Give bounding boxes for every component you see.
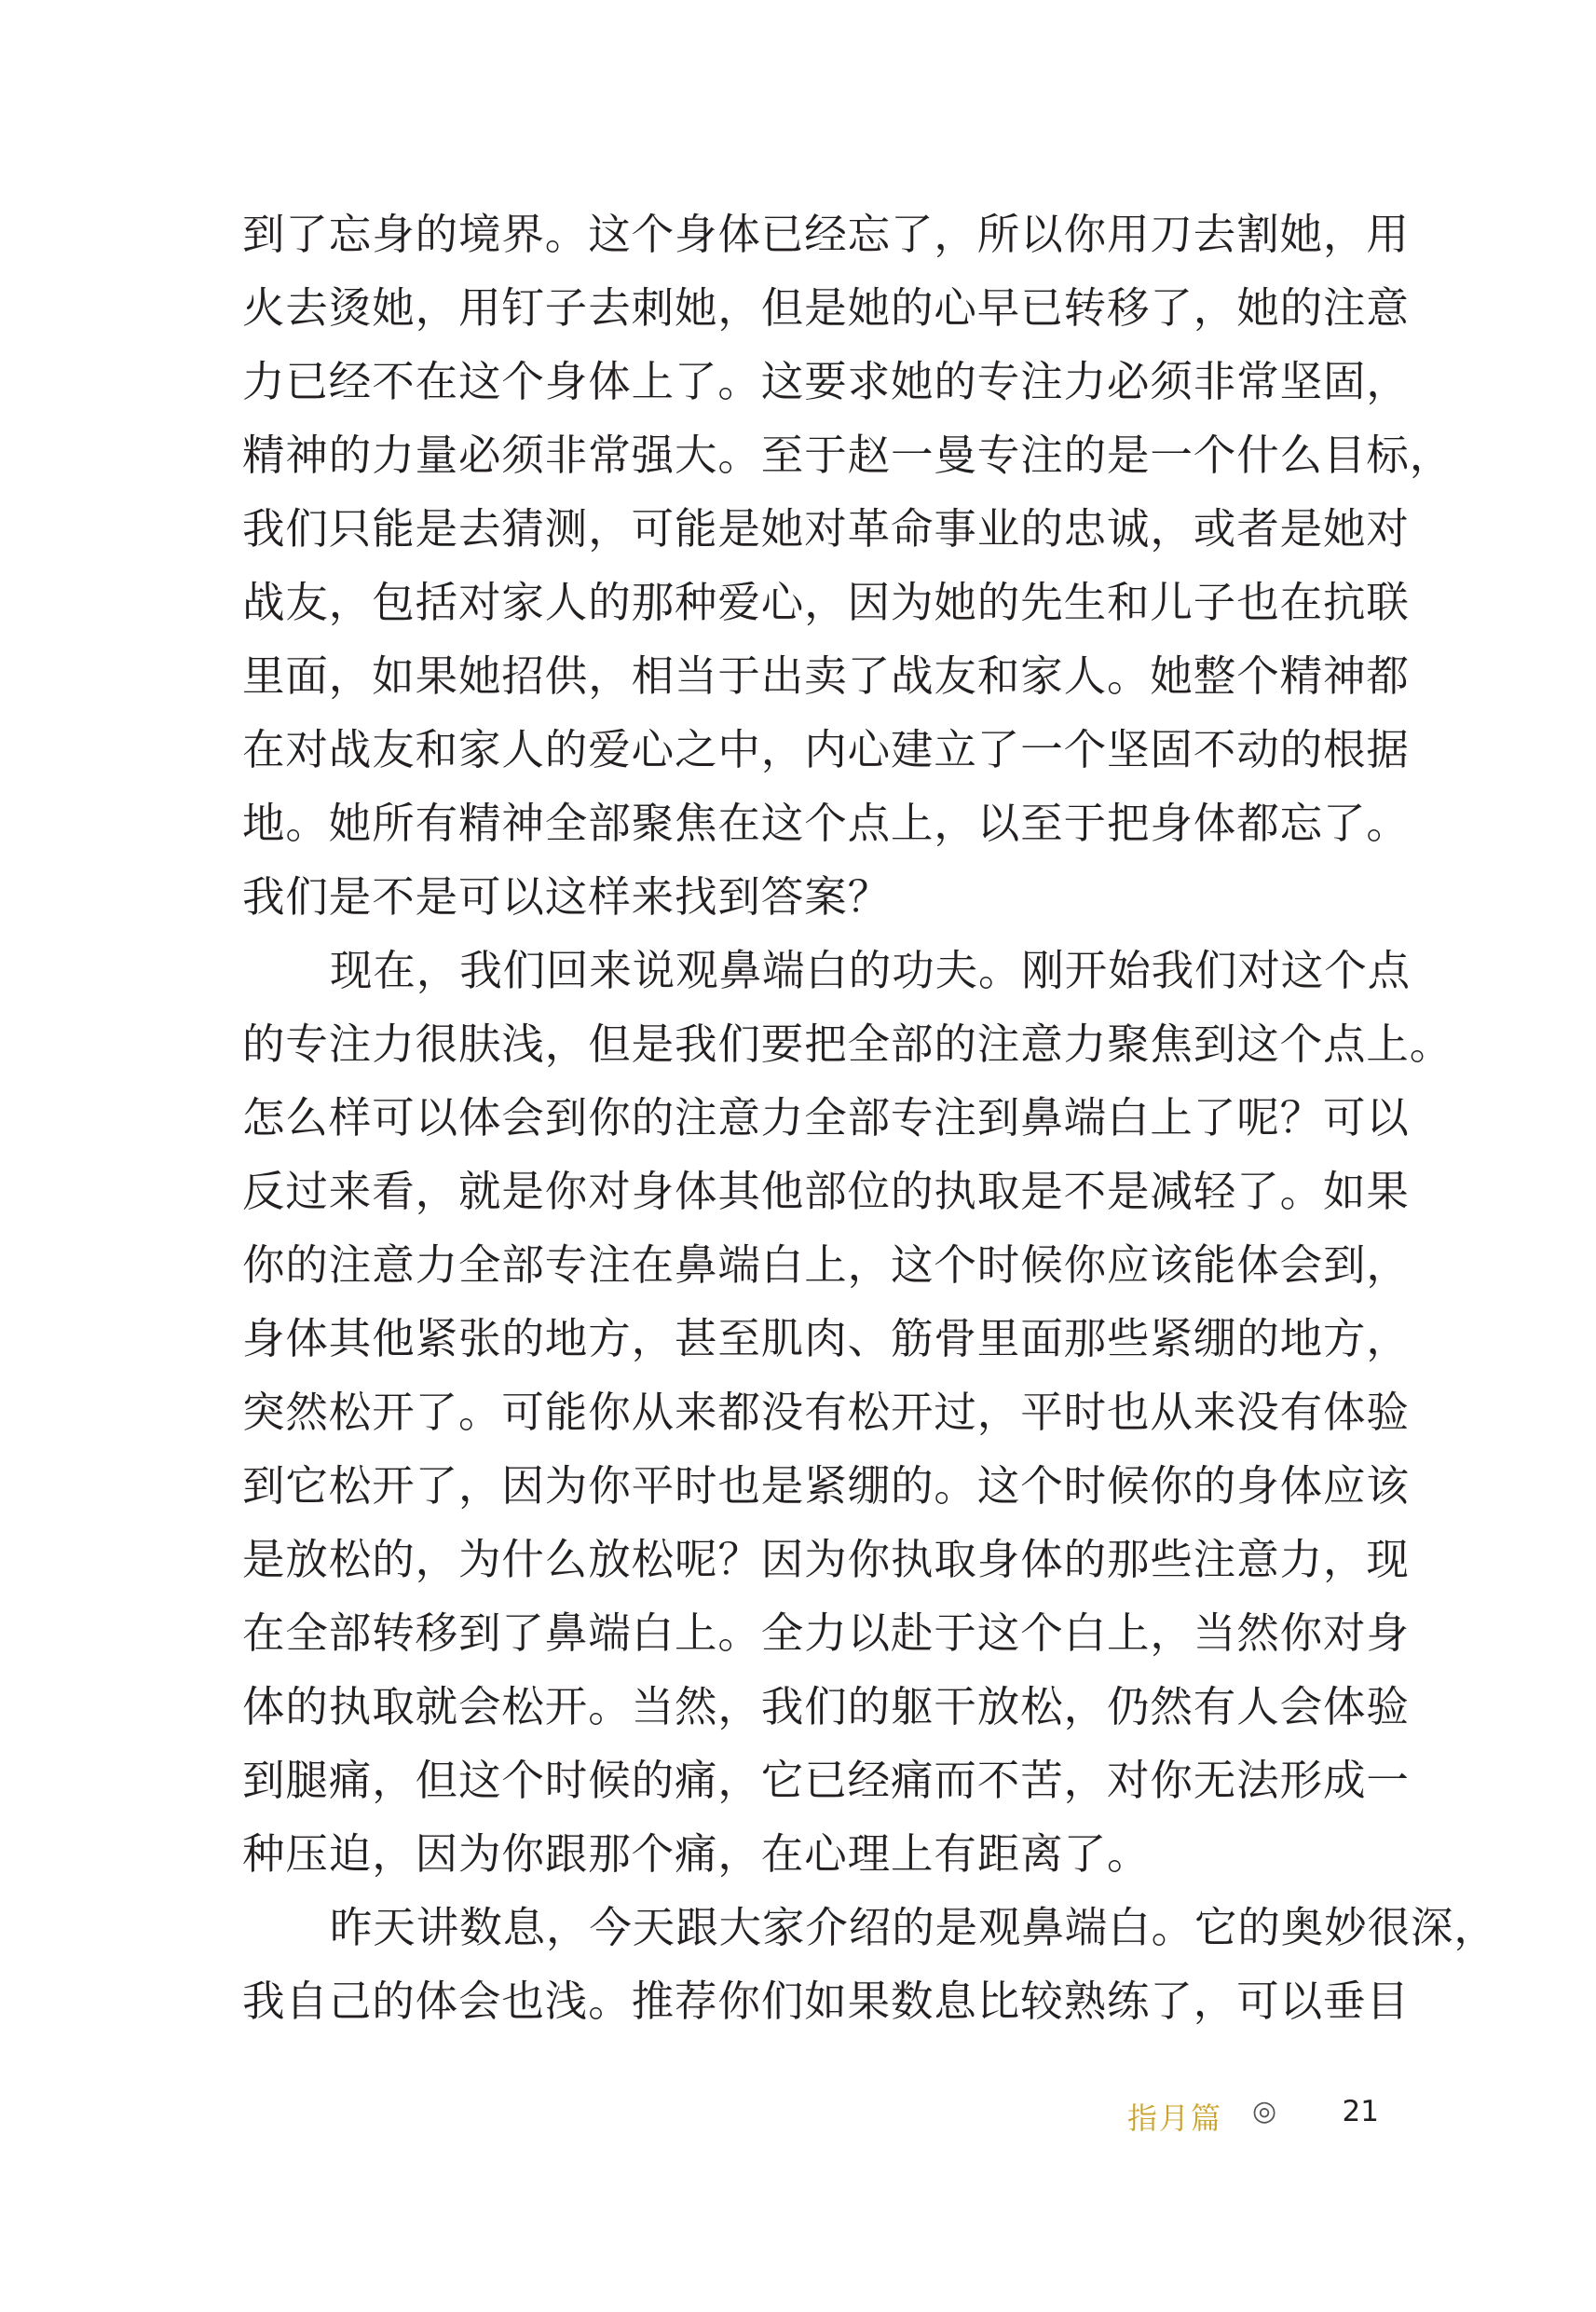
text-line: 到了忘身的境界。这个身体已经忘了，所以你用刀去割她，用 bbox=[242, 210, 1410, 259]
text-line: 在全部转移到了鼻端白上。全力以赴于这个白上，当然你对身 bbox=[242, 1608, 1410, 1658]
text-line: 身体其他紧张的地方，甚至肌肉、筋骨里面那些紧绷的地方， bbox=[242, 1314, 1410, 1363]
text-line: 的专注力很肤浅，但是我们要把全部的注意力聚焦到这个点上。 bbox=[242, 1019, 1453, 1069]
text-line: 地。她所有精神全部聚焦在这个点上，以至于把身体都忘了。 bbox=[242, 799, 1410, 848]
circle-ornament-icon: ◎ bbox=[1252, 2095, 1277, 2127]
text-line: 我们只能是去猜测，可能是她对革命事业的忠诚，或者是她对 bbox=[242, 504, 1410, 554]
text-line: 突然松开了。可能你从来都没有松开过，平时也从来没有体验 bbox=[242, 1388, 1410, 1437]
text-line: 反过来看，就是你对身体其他部位的执取是不是减轻了。如果 bbox=[242, 1167, 1410, 1216]
page-number: 21 bbox=[1342, 2095, 1379, 2128]
text-line: 火去烫她，用钉子去刺她，但是她的心早已转移了，她的注意 bbox=[242, 283, 1410, 333]
text-line: 种压迫，因为你跟那个痛，在心理上有距离了。 bbox=[242, 1829, 1151, 1879]
text-line: 在对战友和家人的爱心之中，内心建立了一个坚固不动的根据 bbox=[242, 725, 1410, 774]
text-line: 战友，包括对家人的那种爱心，因为她的先生和儿子也在抗联 bbox=[242, 578, 1410, 627]
text-line: 怎么样可以体会到你的注意力全部专注到鼻端白上了呢？可以 bbox=[242, 1093, 1410, 1142]
body-text bbox=[242, 198, 1497, 2038]
text-line: 你的注意力全部专注在鼻端白上，这个时候你应该能体会到， bbox=[242, 1240, 1410, 1290]
text-line: 我自己的体会也浅。推荐你们如果数息比较熟练了，可以垂目 bbox=[242, 1977, 1410, 2026]
text-line: 精神的力量必须非常强大。至于赵一曼专注的是一个什么目标， bbox=[242, 431, 1453, 480]
text-line: 到它松开了，因为你平时也是紧绷的。这个时候你的身体应该 bbox=[242, 1461, 1410, 1511]
page-footer bbox=[1127, 2087, 1379, 2143]
text-line: 体的执取就会松开。当然，我们的躯干放松，仍然有人会体验 bbox=[242, 1682, 1410, 1731]
paragraph-start-line: 昨天讲数息，今天跟大家介绍的是观鼻端白。它的奥妙很深， bbox=[330, 1903, 1497, 1952]
text-line: 里面，如果她招供，相当于出卖了战友和家人。她整个精神都 bbox=[242, 651, 1410, 701]
text-line: 我们是不是可以这样来找到答案？ bbox=[242, 872, 892, 922]
section-title: 指月篇 bbox=[1127, 2100, 1223, 2136]
text-line: 是放松的，为什么放松呢？因为你执取身体的那些注意力，现 bbox=[242, 1535, 1410, 1584]
text-line: 到腿痛，但这个时候的痛，它已经痛而不苦，对你无法形成一 bbox=[242, 1756, 1410, 1805]
paragraph-start-line: 现在，我们回来说观鼻端白的功夫。刚开始我们对这个点 bbox=[330, 946, 1412, 995]
text-line: 力已经不在这个身体上了。这要求她的专注力必须非常坚固， bbox=[242, 357, 1410, 406]
